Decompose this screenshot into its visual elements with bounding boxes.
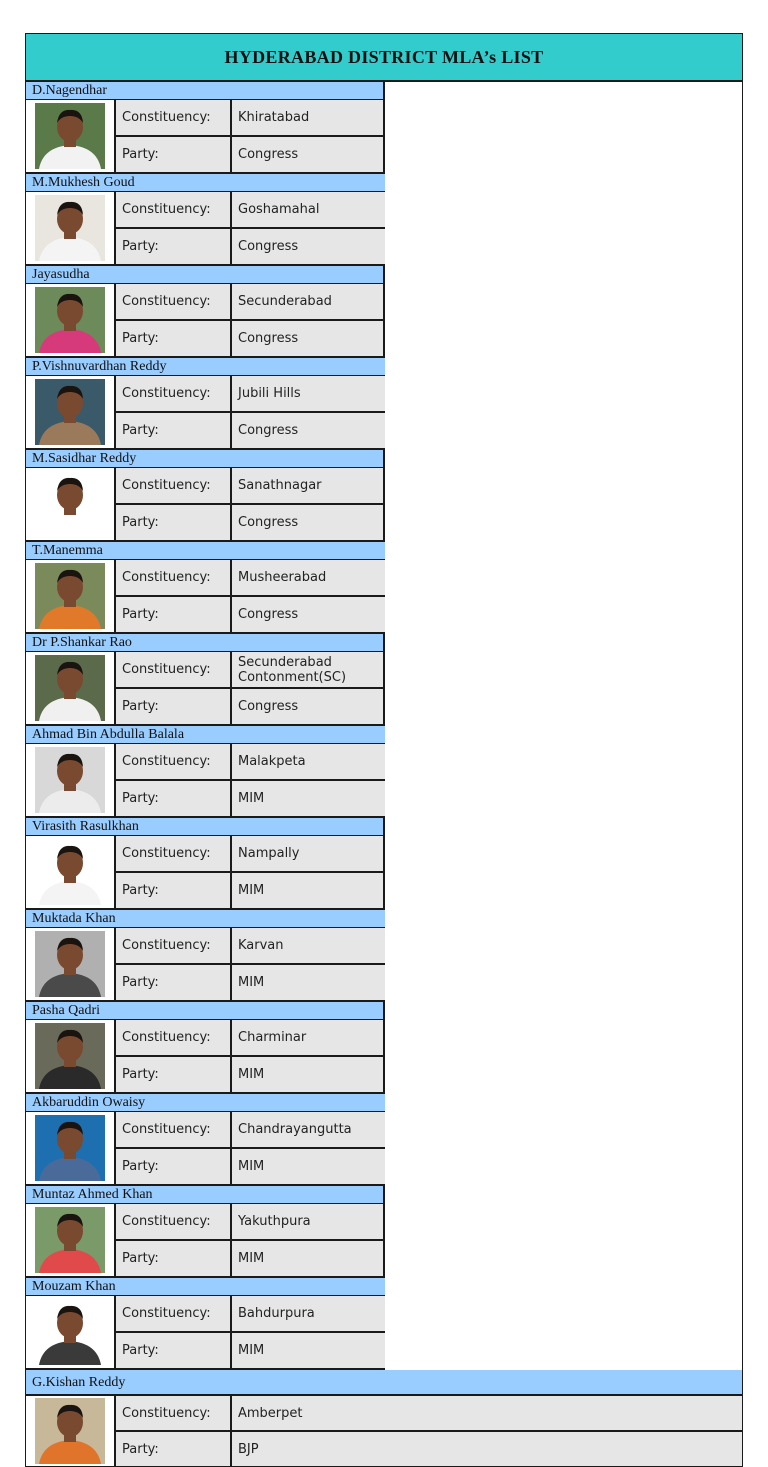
constituency-row [116, 836, 383, 871]
party-row [116, 963, 385, 1000]
mla-name: Muntaz Ahmed Khan [26, 1186, 383, 1204]
constituency-label: Constituency: [116, 376, 232, 411]
constituency-row [116, 1204, 383, 1239]
constituency-value: Nampally [238, 846, 300, 861]
mla-name: Mouzam Khan [26, 1278, 385, 1296]
constituency-label: Constituency: [116, 1204, 232, 1239]
party-label: Party: [116, 321, 232, 356]
constituency-value: Charminar [238, 1030, 307, 1045]
mla-photo [26, 928, 116, 1000]
constituency-label: Constituency: [116, 928, 232, 963]
mla-details [26, 1204, 383, 1276]
mla-details [26, 100, 383, 172]
constituency-value: Khiratabad [238, 110, 310, 125]
constituency-value: Chandrayangutta [238, 1122, 352, 1137]
party-label: Party: [116, 505, 232, 540]
mla-info-rows [116, 1020, 383, 1092]
mla-card [26, 174, 385, 266]
person-portrait-icon [35, 1023, 105, 1089]
mla-info-rows [116, 376, 385, 448]
mla-photo [26, 744, 116, 816]
mla-details [26, 192, 385, 264]
page-title: HYDERABAD DISTRICT MLA’s LIST [26, 34, 742, 82]
mla-name: P.Vishnuvardhan Reddy [26, 358, 385, 376]
mla-info-rows [116, 652, 383, 724]
mla-details [26, 1296, 385, 1368]
mla-info-rows [116, 192, 385, 264]
constituency-value: Malakpeta [238, 754, 306, 769]
mla-photo [26, 376, 116, 448]
constituency-label: Constituency: [116, 1396, 232, 1430]
party-value: MIM [238, 883, 265, 898]
mla-photo [26, 192, 116, 264]
person-portrait-icon [35, 931, 105, 997]
mla-info-rows [116, 836, 383, 908]
constituency-value: Secunderabad [238, 294, 332, 309]
party-label: Party: [116, 1333, 232, 1368]
party-row [116, 319, 383, 356]
mla-details [26, 744, 385, 816]
constituency-label: Constituency: [116, 836, 232, 871]
person-portrait-icon [35, 379, 105, 445]
constituency-value: Sanathnagar [238, 478, 322, 493]
constituency-label: Constituency: [116, 468, 232, 503]
mla-info-rows [116, 284, 383, 356]
party-label: Party: [116, 597, 232, 632]
party-row [116, 411, 385, 448]
mla-name: Jayasudha [26, 266, 383, 284]
mla-photo [26, 468, 116, 540]
mla-card [26, 266, 385, 358]
party-label: Party: [116, 781, 232, 816]
constituency-row [116, 192, 385, 227]
party-label: Party: [116, 1057, 232, 1092]
constituency-row [116, 1396, 742, 1430]
constituency-value: Bahdurpura [238, 1306, 315, 1321]
party-row [116, 1147, 385, 1184]
person-portrait-icon [35, 1207, 105, 1273]
party-row [116, 595, 385, 632]
party-row [116, 227, 385, 264]
constituency-value: Secunderabad Contonment(SC) [238, 654, 347, 685]
party-value: Congress [238, 239, 299, 254]
mla-card [26, 82, 385, 174]
person-portrait-icon [35, 1115, 105, 1181]
mla-photo [26, 1020, 116, 1092]
constituency-row [116, 468, 383, 503]
party-row [116, 1331, 385, 1368]
party-value: MIM [238, 975, 265, 990]
mla-name: T.Manemma [26, 542, 385, 560]
mla-photo [26, 1396, 116, 1466]
party-row [116, 1055, 383, 1092]
person-portrait-icon [35, 747, 105, 813]
party-row [116, 871, 383, 908]
mla-card [26, 634, 385, 726]
mla-info-rows [116, 1204, 383, 1276]
mla-name: Virasith Rasulkhan [26, 818, 383, 836]
person-portrait-icon [35, 1398, 105, 1464]
person-portrait-icon [35, 655, 105, 721]
mla-card [26, 1370, 742, 1466]
constituency-row [116, 1020, 383, 1055]
mla-photo [26, 1112, 116, 1184]
constituency-label: Constituency: [116, 744, 232, 779]
party-value: Congress [238, 423, 299, 438]
constituency-label: Constituency: [116, 284, 232, 319]
mla-details [26, 1396, 742, 1466]
mla-name: Akbaruddin Owaisy [26, 1094, 385, 1112]
party-label: Party: [116, 873, 232, 908]
party-value: Congress [238, 607, 299, 622]
constituency-row [116, 744, 385, 779]
party-label: Party: [116, 229, 232, 264]
constituency-row [116, 1296, 385, 1331]
party-value: Congress [238, 699, 299, 714]
constituency-value: Amberpet [238, 1405, 303, 1421]
mla-details [26, 1112, 385, 1184]
mla-name: M.Sasidhar Reddy [26, 450, 383, 468]
mla-details [26, 1020, 383, 1092]
constituency-row [116, 928, 385, 963]
party-value: MIM [238, 791, 265, 806]
person-portrait-icon [35, 1299, 105, 1365]
mla-name: D.Nagendhar [26, 82, 383, 100]
party-value: MIM [238, 1159, 265, 1174]
party-value: MIM [238, 1251, 265, 1266]
constituency-row [116, 284, 383, 319]
party-value: MIM [238, 1067, 265, 1082]
mla-card [26, 726, 385, 818]
constituency-value: Yakuthpura [238, 1214, 311, 1229]
party-label: Party: [116, 965, 232, 1000]
mla-info-rows [116, 468, 383, 540]
mla-card [26, 818, 385, 910]
mla-photo [26, 284, 116, 356]
mla-card [26, 1002, 385, 1094]
party-label: Party: [116, 413, 232, 448]
party-value: BJP [238, 1441, 259, 1457]
party-label: Party: [116, 1432, 232, 1466]
mla-photo [26, 560, 116, 632]
mla-grid [26, 82, 742, 1466]
party-value: MIM [238, 1343, 265, 1358]
person-portrait-icon [35, 103, 105, 169]
person-portrait-icon [35, 195, 105, 261]
person-portrait-icon [35, 287, 105, 353]
constituency-label: Constituency: [116, 1020, 232, 1055]
mla-info-rows [116, 744, 385, 816]
mla-name: Ahmad Bin Abdulla Balala [26, 726, 385, 744]
party-label: Party: [116, 1149, 232, 1184]
constituency-row [116, 1112, 385, 1147]
mla-card [26, 450, 385, 542]
mla-photo [26, 100, 116, 172]
mla-info-rows [116, 100, 383, 172]
mla-card [26, 1186, 385, 1278]
party-row [116, 779, 385, 816]
mla-details [26, 928, 385, 1000]
constituency-label: Constituency: [116, 560, 232, 595]
mla-info-rows [116, 1396, 742, 1466]
mla-name: Pasha Qadri [26, 1002, 383, 1020]
mla-card [26, 1094, 385, 1186]
mla-name: M.Mukhesh Goud [26, 174, 385, 192]
constituency-row [116, 376, 385, 411]
mla-info-rows [116, 560, 385, 632]
constituency-label: Constituency: [116, 1112, 232, 1147]
mla-details [26, 836, 383, 908]
party-label: Party: [116, 137, 232, 172]
mla-info-rows [116, 1296, 385, 1368]
person-portrait-icon [35, 839, 105, 905]
mla-details [26, 284, 383, 356]
mla-card [26, 910, 385, 1002]
mla-details [26, 376, 385, 448]
constituency-value: Jubili Hills [238, 386, 301, 401]
mla-info-rows [116, 928, 385, 1000]
constituency-value: Musheerabad [238, 570, 327, 585]
mla-list-sheet [25, 33, 743, 1467]
mla-card [26, 1278, 385, 1370]
party-label: Party: [116, 1241, 232, 1276]
constituency-label: Constituency: [116, 192, 232, 227]
party-value: Congress [238, 331, 299, 346]
mla-name: Dr P.Shankar Rao [26, 634, 383, 652]
constituency-label: Constituency: [116, 1296, 232, 1331]
constituency-value: Karvan [238, 938, 284, 953]
mla-name: Muktada Khan [26, 910, 385, 928]
constituency-value: Goshamahal [238, 202, 320, 217]
mla-photo [26, 1204, 116, 1276]
mla-photo [26, 652, 116, 724]
mla-card [26, 358, 385, 450]
constituency-row [116, 652, 383, 687]
mla-info-rows [116, 1112, 385, 1184]
mla-card [26, 542, 385, 634]
person-portrait-icon [35, 471, 105, 537]
party-value: Congress [238, 515, 299, 530]
party-row [116, 135, 383, 172]
mla-photo [26, 836, 116, 908]
mla-details [26, 652, 383, 724]
mla-details [26, 468, 383, 540]
party-row [116, 1430, 742, 1466]
party-row [116, 503, 383, 540]
party-row [116, 687, 383, 724]
party-value: Congress [238, 147, 299, 162]
mla-name: G.Kishan Reddy [26, 1370, 742, 1396]
constituency-row [116, 100, 383, 135]
constituency-label: Constituency: [116, 652, 232, 687]
mla-details [26, 560, 385, 632]
constituency-row [116, 560, 385, 595]
mla-photo [26, 1296, 116, 1368]
party-row [116, 1239, 383, 1276]
person-portrait-icon [35, 563, 105, 629]
party-label: Party: [116, 689, 232, 724]
constituency-label: Constituency: [116, 100, 232, 135]
